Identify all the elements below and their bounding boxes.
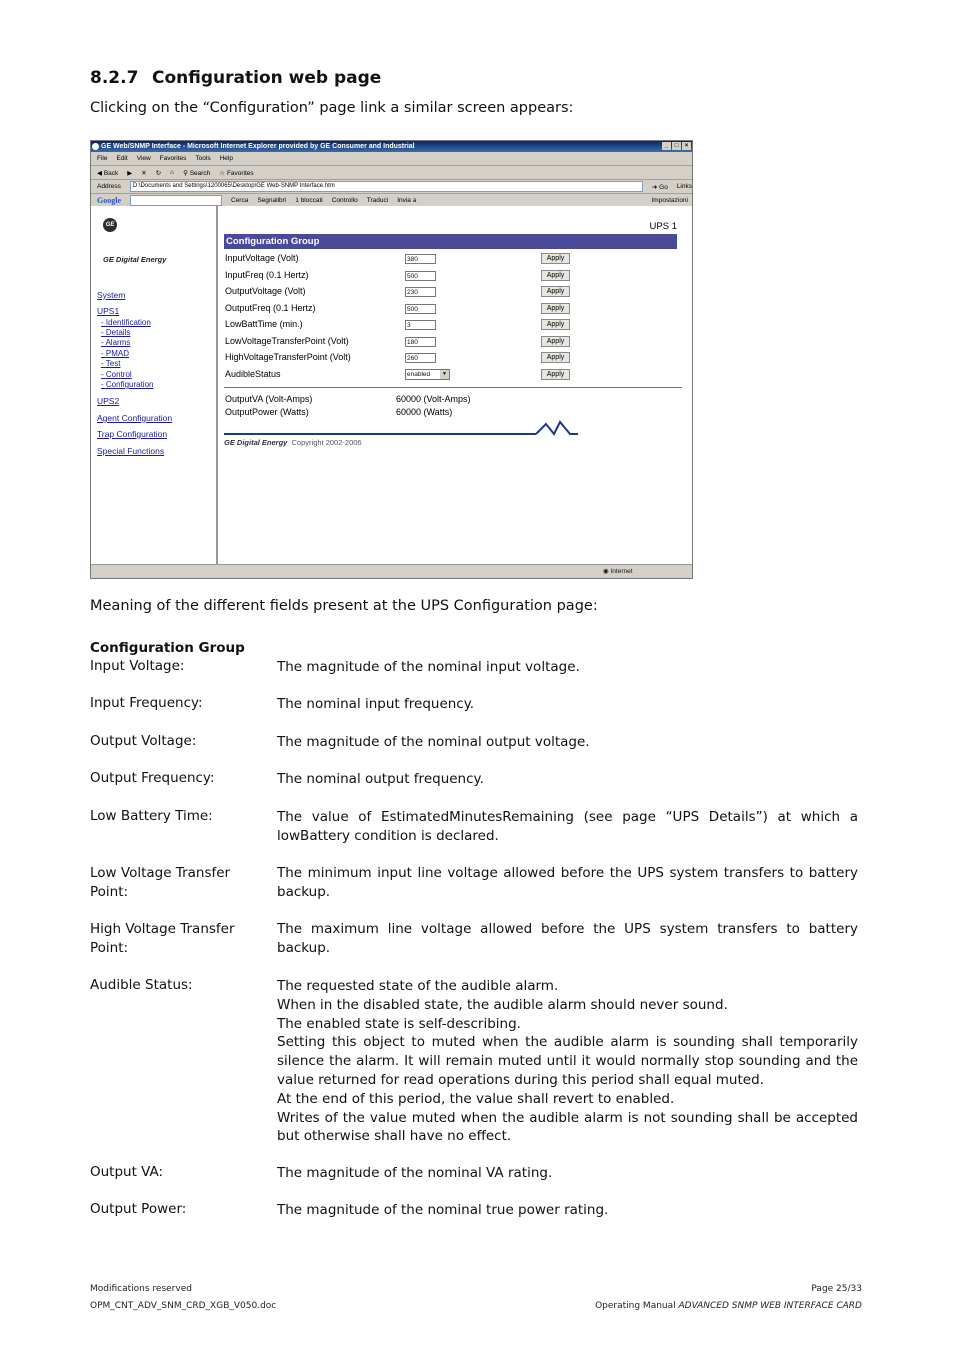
field-desc: The maximum line voltage allowed before the UPS system transfers to battery backup. <box>277 921 858 956</box>
menu-view[interactable]: View <box>136 155 151 162</box>
menu-favorites[interactable]: Favorites <box>159 155 187 162</box>
google-segnalibri[interactable]: Segnalibri <box>257 197 287 204</box>
google-controllo[interactable]: Controllo <box>331 197 358 204</box>
field-term: High Voltage Transfer Point: <box>90 921 235 956</box>
nav-identification[interactable]: - Identification <box>101 318 151 327</box>
row-label: AudibleStatus <box>225 369 281 379</box>
row-label: LowBattTime (min.) <box>225 319 303 329</box>
nav-configuration[interactable]: - Configuration <box>101 380 154 389</box>
browser-title: GE Web/SNMP Interface - Microsoft Internet Explorer provided by GE Consumer and Industrial <box>101 143 415 150</box>
copyright-brand: GE Digital Energy <box>224 438 288 447</box>
section-title: Configuration web page <box>152 68 382 88</box>
apply-button[interactable]: Apply <box>541 303 570 314</box>
nav-test[interactable]: - Test <box>101 359 121 368</box>
web-main <box>218 206 692 564</box>
desc-line: Setting this object to muted when the audible alarm is sounding shall temporarily silence the alarm. It will remain muted until it would normally stop sounding and the value returned for read operations during this period shall equal muted. <box>277 1034 858 1088</box>
apply-button[interactable]: Apply <box>541 253 570 264</box>
menu-tools[interactable]: Tools <box>195 155 211 162</box>
audible-status-desc <box>277 977 858 1146</box>
output-power-label: OutputPower (Watts) <box>225 407 309 417</box>
field-term: Audible Status: <box>90 977 193 993</box>
input-voltage-field[interactable]: 380 <box>405 254 436 264</box>
window-controls <box>662 142 691 150</box>
apply-button[interactable]: Apply <box>541 270 570 281</box>
google-bloccati[interactable]: 1 bloccati <box>295 197 323 204</box>
nav-control[interactable]: - Control <box>101 370 132 379</box>
row-label: InputFreq (0.1 Hertz) <box>225 270 309 280</box>
ge-logo-icon: GE <box>103 218 117 232</box>
desc-line: When in the disabled state, the audible alarm should never sound. <box>277 996 728 1013</box>
configuration-group-header: Configuration Group <box>224 234 677 249</box>
google-search-input[interactable] <box>130 195 222 206</box>
maximize-icon[interactable]: □ <box>672 142 681 150</box>
copyright-text: Copyright 2002-2006 <box>291 438 362 447</box>
row-label: LowVoltageTransferPoint (Volt) <box>225 336 349 346</box>
browser-titlebar <box>91 141 692 152</box>
field-desc: The minimum input line voltage allowed before the UPS system transfers to battery backup. <box>277 865 858 900</box>
low-batt-time-field[interactable]: 3 <box>405 320 436 330</box>
field-desc: The magnitude of the nominal output voltage. <box>277 734 590 750</box>
google-logo: Google <box>97 196 121 205</box>
field-desc: The magnitude of the nominal input voltage. <box>277 659 580 675</box>
favorites-button[interactable]: ☆ Favorites <box>219 169 254 177</box>
google-invia[interactable]: Invia a <box>397 197 417 204</box>
address-input[interactable]: D:\Documents and Settings\1200065\Desktop\GE Web-SNMP Interface.htm <box>130 181 643 192</box>
minimize-icon[interactable]: _ <box>662 142 671 150</box>
output-va-label: OutputVA (Volt-Amps) <box>225 394 313 404</box>
input-freq-field[interactable]: 500 <box>405 271 436 281</box>
refresh-icon[interactable]: ↻ <box>155 169 162 177</box>
field-desc: The magnitude of the nominal VA rating. <box>277 1165 553 1181</box>
menu-help[interactable]: Help <box>219 155 233 162</box>
desc-line: Writes of the value muted when the audible alarm is not sounding shall be accepted but otherwise shall have no effect. <box>277 1109 858 1145</box>
ups-label: UPS 1 <box>649 221 677 232</box>
row-label: InputVoltage (Volt) <box>225 253 299 263</box>
output-power-value: 60000 (Watts) <box>396 407 453 417</box>
group-heading: Configuration Group <box>90 640 245 656</box>
internet-zone: ◉ Internet <box>603 568 633 575</box>
field-term: Output Voltage: <box>90 733 197 749</box>
field-term: Output Frequency: <box>90 770 215 786</box>
menu-bar <box>91 152 692 166</box>
stop-icon[interactable]: ✕ <box>141 169 147 177</box>
output-voltage-field[interactable]: 230 <box>405 287 436 297</box>
desc-line: At the end of this period, the value shall revert to enabled. <box>277 1090 675 1107</box>
menu-file[interactable]: File <box>97 155 108 162</box>
home-icon[interactable]: ⌂ <box>170 169 175 176</box>
back-button[interactable]: ◀ Back <box>97 169 119 177</box>
nav-agent-configuration[interactable]: Agent Configuration <box>97 413 173 423</box>
google-traduci[interactable]: Traduci <box>366 197 389 204</box>
forward-icon[interactable]: ▶ <box>127 169 133 177</box>
apply-button[interactable]: Apply <box>541 319 570 330</box>
output-va-value: 60000 (Volt-Amps) <box>396 394 471 404</box>
field-desc: The value of EstimatedMinutesRemaining (see page “UPS Details”) at which a lowBattery condition is declared. <box>277 809 858 844</box>
apply-button[interactable]: Apply <box>541 286 570 297</box>
nav-ups1[interactable]: UPS1 <box>97 306 120 316</box>
nav-system[interactable]: System <box>97 290 126 300</box>
ie-icon <box>92 143 99 150</box>
meaning-intro: Meaning of the different fields present at the UPS Configuration page: <box>90 598 598 614</box>
footer-manual: Operating Manual ADVANCED SNMP WEB INTERFACE CARD <box>595 1301 862 1311</box>
section-heading <box>90 68 381 88</box>
close-icon[interactable]: × <box>682 142 691 150</box>
browser-statusbar <box>91 564 692 578</box>
logo-text: GE Digital Energy <box>103 255 167 264</box>
desc-line: The requested state of the audible alarm. <box>277 978 559 994</box>
intro-text: Clicking on the “Configuration” page link a similar screen appears: <box>90 100 574 116</box>
nav-alarms[interactable]: - Alarms <box>101 338 131 347</box>
nav-ups2[interactable]: UPS2 <box>97 396 120 406</box>
field-desc: The nominal output frequency. <box>277 771 484 787</box>
row-label: HighVoltageTransferPoint (Volt) <box>225 352 351 362</box>
google-cerca[interactable]: Cerca <box>231 197 249 204</box>
ge-wave-logo-icon <box>224 418 580 438</box>
field-term: Output Power: <box>90 1201 187 1217</box>
address-label: Address <box>97 183 121 190</box>
nav-pmad[interactable]: - PMAD <box>101 349 130 358</box>
field-term: Low Battery Time: <box>90 808 213 824</box>
google-impostazioni[interactable]: Impostazioni <box>651 197 688 204</box>
footer-modifications: Modifications reserved <box>90 1284 192 1294</box>
apply-button[interactable]: Apply <box>541 352 570 363</box>
desc-line: The enabled state is self-describing. <box>277 1015 521 1032</box>
row-label: OutputVoltage (Volt) <box>225 286 306 296</box>
apply-button[interactable]: Apply <box>541 336 570 347</box>
nav-special-functions[interactable]: Special Functions <box>97 446 165 456</box>
field-term: Input Frequency: <box>90 695 203 711</box>
output-freq-field[interactable]: 500 <box>405 304 436 314</box>
high-voltage-transfer-field[interactable]: 260 <box>405 353 436 363</box>
footer-docname: OPM_CNT_ADV_SNM_CRD_XGB_V050.doc <box>90 1301 277 1311</box>
row-label: OutputFreq (0.1 Hertz) <box>225 303 316 313</box>
field-term: Input Voltage: <box>90 658 185 674</box>
web-sidebar <box>91 206 218 564</box>
menu-edit[interactable]: Edit <box>116 155 128 162</box>
section-number: 8.2.7 <box>90 68 139 88</box>
browser-screenshot <box>90 140 693 579</box>
field-desc: The magnitude of the nominal true power rating. <box>277 1202 609 1218</box>
audible-status-select[interactable]: enabled ▼ <box>405 369 450 380</box>
nav-trap-configuration[interactable]: Trap Configuration <box>97 429 168 439</box>
divider <box>224 387 682 388</box>
apply-button[interactable]: Apply <box>541 369 570 380</box>
search-button[interactable]: ⚲ Search <box>183 169 211 177</box>
low-voltage-transfer-field[interactable]: 180 <box>405 337 436 347</box>
standard-toolbar <box>91 166 692 180</box>
footer-page: Page 25/33 <box>811 1284 862 1294</box>
field-term: Low Voltage Transfer Point: <box>90 865 231 900</box>
copyright-line <box>224 438 362 447</box>
go-button[interactable]: ➜ Go <box>651 183 668 191</box>
web-content <box>91 206 692 564</box>
address-bar <box>91 180 692 194</box>
field-term: Output VA: <box>90 1164 164 1180</box>
nav-details[interactable]: - Details <box>101 328 131 337</box>
field-desc: The nominal input frequency. <box>277 696 475 712</box>
links-button[interactable]: Links <box>676 183 692 190</box>
chevron-down-icon[interactable]: ▼ <box>440 370 449 379</box>
